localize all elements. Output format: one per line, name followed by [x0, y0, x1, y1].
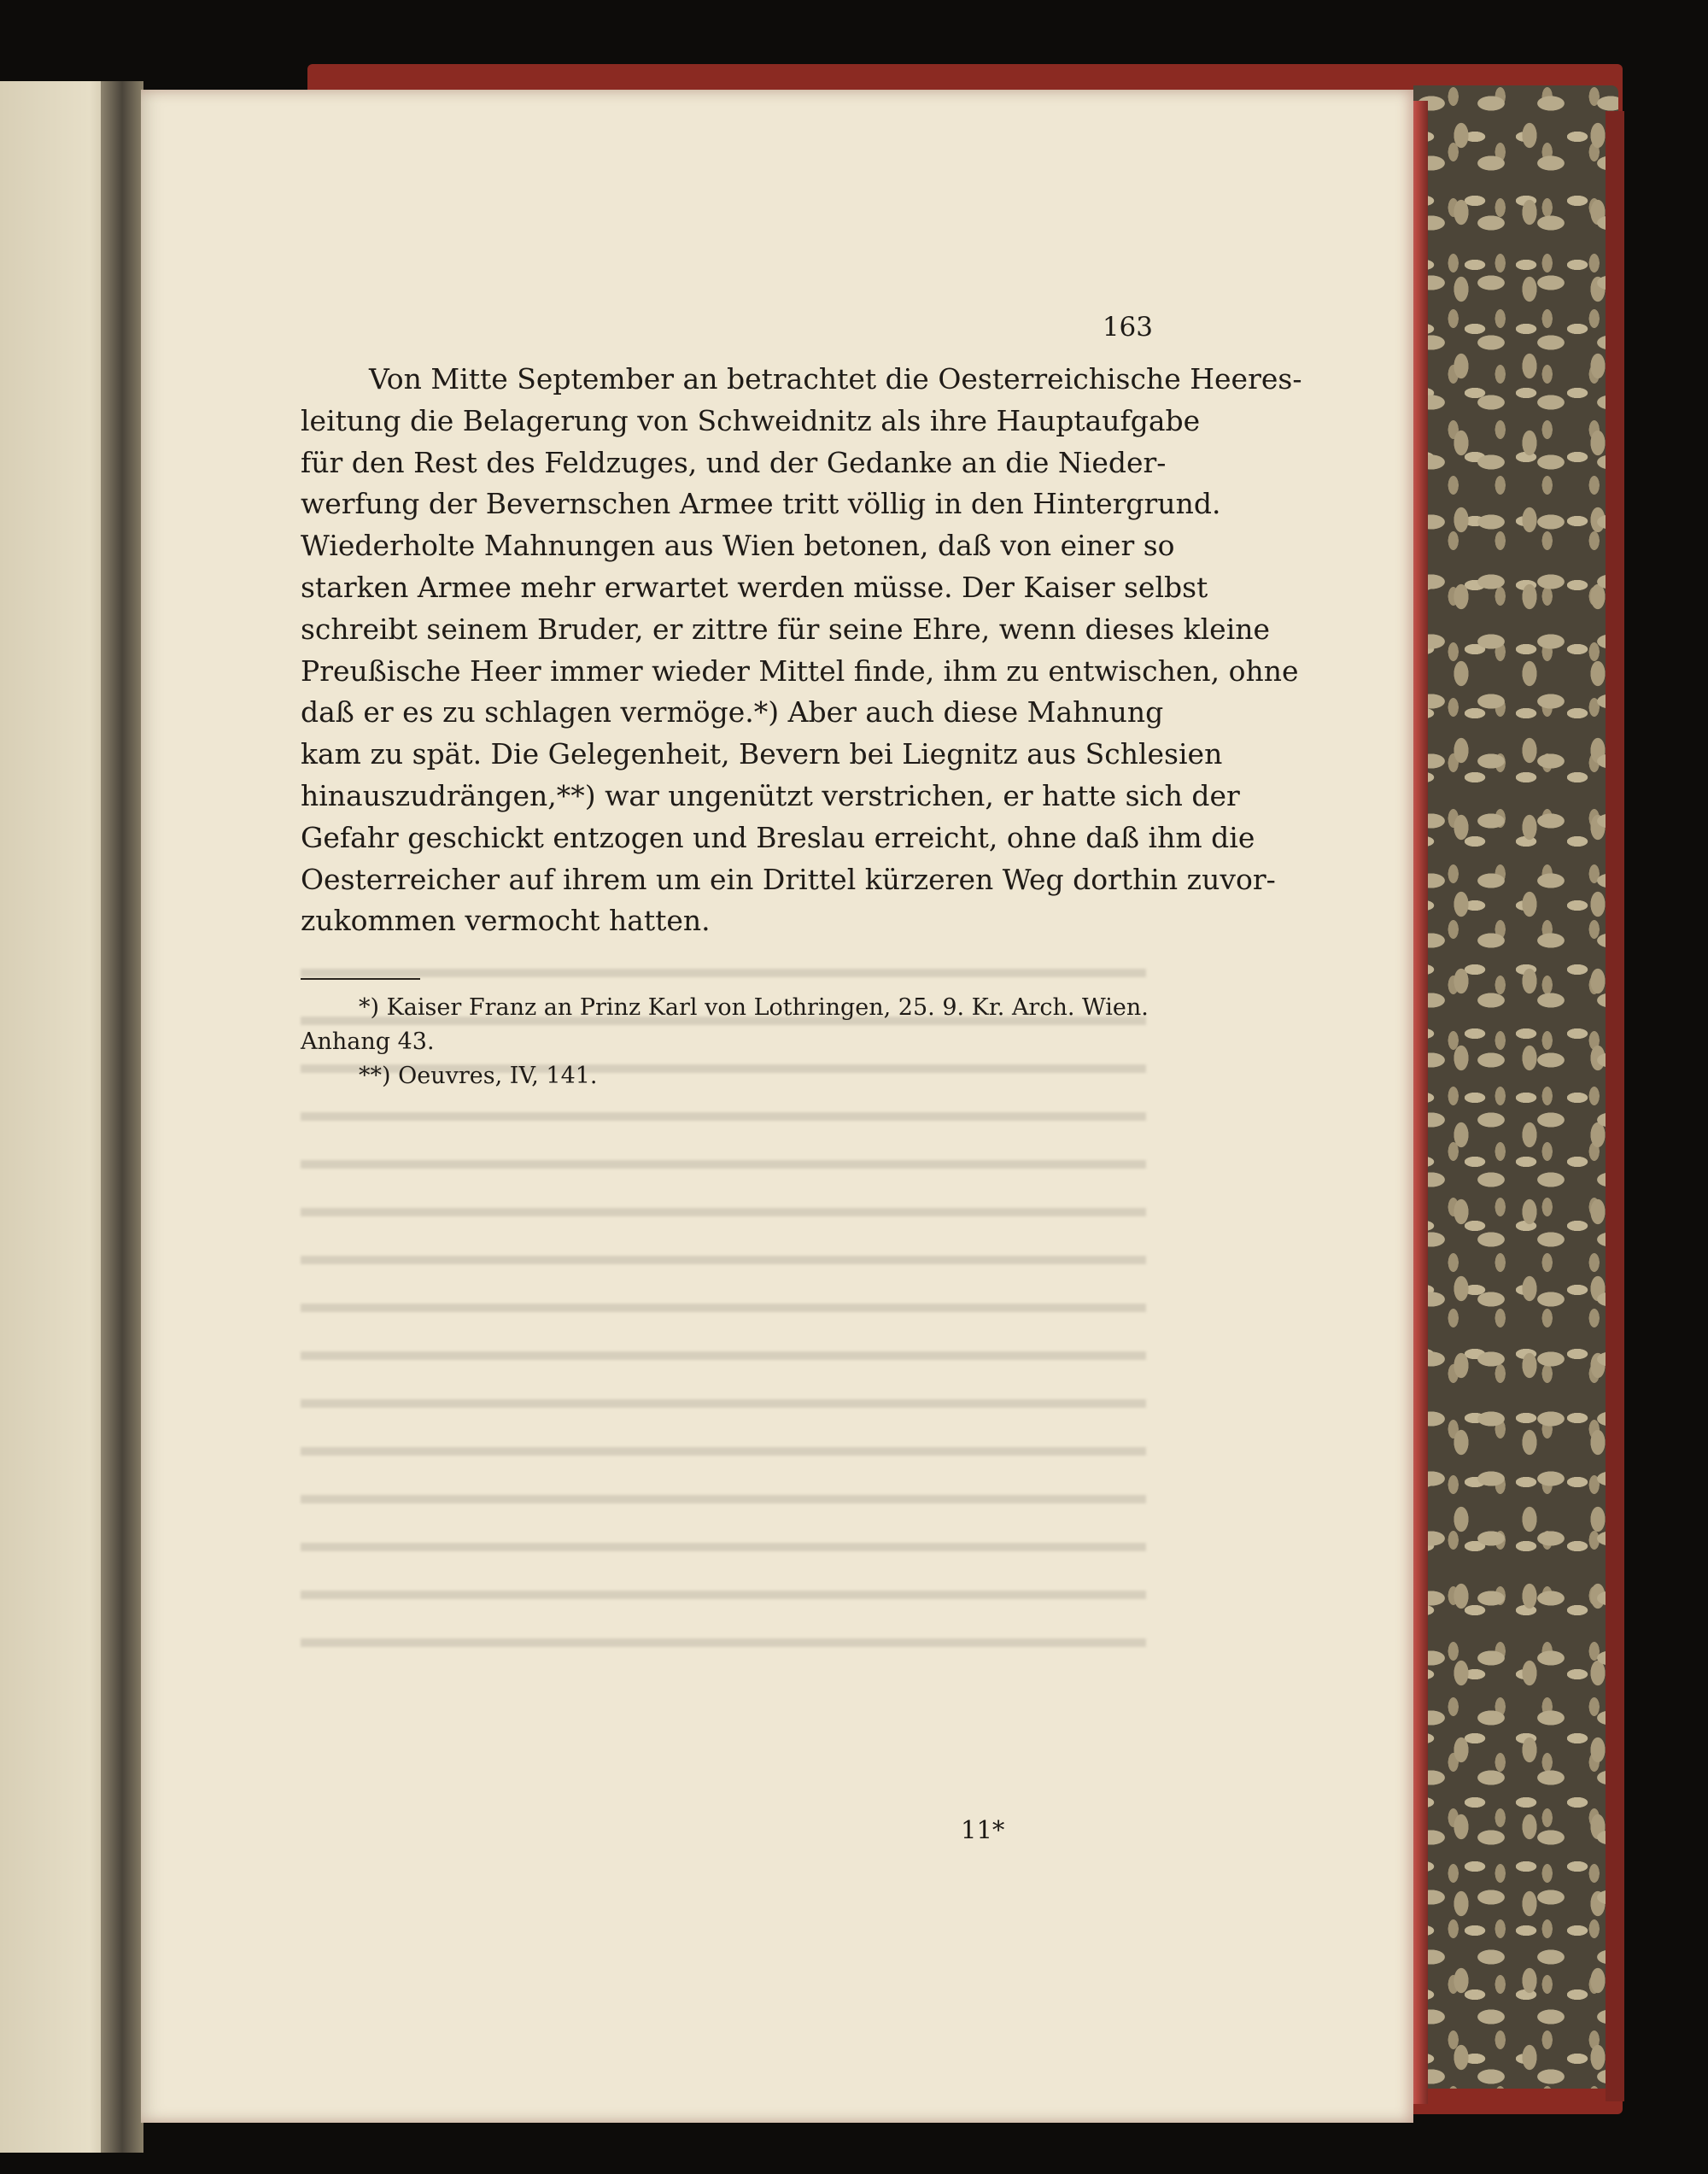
text-line: daß er es zu schlagen vermöge.*) Aber auch diese Mahnung: [301, 695, 1164, 730]
footnote-rule: [301, 978, 420, 980]
book-gutter: [101, 81, 143, 2153]
text-line: leitung die Belagerung von Schweidnitz als ihre Hauptaufgabe: [301, 403, 1201, 437]
text-line: Oesterreicher auf ihrem um ein Drittel kürzeren Weg dorthin zuvor-: [301, 862, 1276, 896]
footnote-2: **) Oeuvres, IV, 141.: [359, 1063, 598, 1089]
text-line: für den Rest des Feldzuges, und der Gedanke an die Nieder-: [301, 445, 1167, 479]
text-line: Preußische Heer immer wieder Mittel finde, ihm zu entwischen, ohne: [301, 653, 1299, 688]
footnotes: [301, 991, 1149, 1093]
text-line: Wiederholte Mahnungen aus Wien betonen, daß von einer so: [301, 529, 1175, 563]
footnote-1-line-1: *) Kaiser Franz an Prinz Karl von Lothringen, 25. 9. Kr. Arch. Wien.: [359, 994, 1149, 1021]
text-line: kam zu spät. Die Gelegenheit, Bevern bei Liegnitz aus Schlesien: [301, 737, 1223, 771]
marbled-cover-paper: [1413, 85, 1618, 2089]
text-line: schreibt seinem Bruder, er zittre für seine Ehre, wenn dieses kleine: [301, 612, 1271, 646]
cover-edge-strip: [1606, 111, 1624, 2101]
text-line: Von Mitte September an betrachtet die Oesterreichische Heeres-: [369, 362, 1302, 396]
footnote-1-line-2: Anhang 43.: [301, 1028, 435, 1055]
text-line: werfung der Bevernschen Armee tritt völlig in den Hintergrund.: [301, 487, 1221, 521]
main-paragraph: [301, 359, 1302, 942]
text-line: starken Armee mehr erwartet werden müsse. Der Kaiser selbst: [301, 570, 1208, 604]
page-number: 163: [1102, 312, 1153, 343]
signature-mark: 11*: [961, 1815, 1005, 1844]
text-line: hinauszudrängen,**) war ungenützt verstrichen, er hatte sich der: [301, 778, 1240, 812]
text-line: Gefahr geschickt entzogen und Breslau erreicht, ohne daß ihm die: [301, 820, 1255, 854]
text-line: zukommen vermocht hatten.: [301, 904, 711, 938]
